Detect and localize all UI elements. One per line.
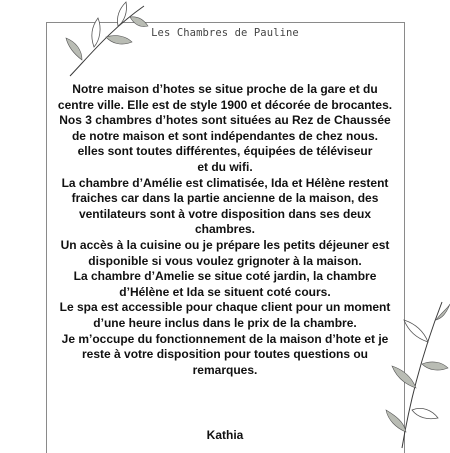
body-line: elles sont toutes différentes, équipées de téléviseur <box>77 144 373 159</box>
body-line: de notre maison et sont indépendantes de chez nous. <box>71 128 379 143</box>
body-line: d’une heure inclus dans le prix de la chambre. <box>93 315 357 330</box>
body-line: Notre maison d’hotes se situe proche de la gare et du <box>72 82 378 96</box>
body-line: Le spa est accessible pour chaque client pour un moment <box>59 300 391 315</box>
body-line: La chambre d’Amélie est climatisée, Ida et Hélène restent <box>61 175 389 190</box>
body-line: et du wifi. <box>197 159 253 174</box>
body-line: remarques. <box>192 362 258 377</box>
body-line: Nos 3 chambres d’hotes sont situées au Rez de Chaussée <box>59 113 391 128</box>
brand-title: Les Chambres de Pauline <box>151 27 299 39</box>
body-line: reste à votre disposition pour toutes questions ou <box>81 347 369 362</box>
body-line: fraiches car dans la partie ancienne de la maison, des <box>71 191 379 206</box>
body-line: disponible si vous voulez grignoter à la maison. <box>88 253 362 268</box>
body-line: ventilateurs sont à votre disposition dans ses deux <box>78 206 372 221</box>
body-text <box>38 82 412 378</box>
body-line: centre ville. Elle est de style 1900 et décorée de brocantes. <box>57 97 393 112</box>
body-line: Je m’occupe du fonctionnement de la maison d’hote et je <box>61 331 389 346</box>
body-line: Un accès à la cuisine ou je prépare les petits déjeuner est <box>60 237 390 252</box>
body-line: chambres. <box>194 222 256 237</box>
olive-branch-icon-top <box>60 0 150 78</box>
body-line: d’Hélène et Ida se situent coté cours. <box>119 284 331 299</box>
body-line: La chambre d’Amelie se situe coté jardin, la chambre <box>73 269 377 284</box>
signature: Kathia <box>206 428 244 442</box>
